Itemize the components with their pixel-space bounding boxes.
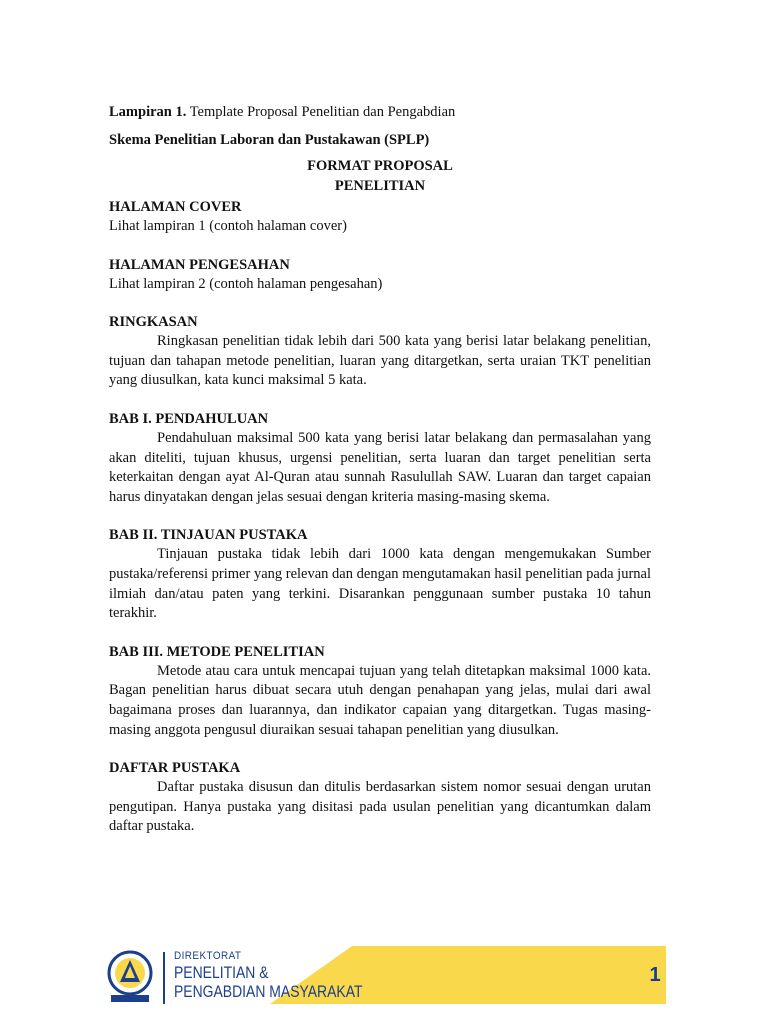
section-body: Pendahuluan maksimal 500 kata yang berisi latar belakang dan permasalahan yang akan diteliti, tujuan khusus, urgensi penelitian, serta luaran dan target penelitian serta keterkaitan dengan ayat Al-Quran atau sunnah Rasulullah SAW. Luaran dan target capaian harus dinyatakan dengan jelas sesuai dengan kriteria masing-masing skema. — [109, 429, 651, 505]
section-halaman-cover — [109, 197, 651, 237]
lampiran-line — [109, 102, 651, 122]
department-name — [174, 950, 404, 1001]
format-title: FORMAT PROPOSAL — [307, 158, 453, 174]
lampiran-label: Lampiran 1. — [109, 104, 187, 120]
lampiran-text: Template Proposal Penelitian dan Pengabdian — [186, 104, 456, 120]
section-heading: HALAMAN COVER — [109, 199, 242, 215]
section-heading: BAB III. METODE PENELITIAN — [109, 643, 325, 660]
section-heading: DAFTAR PUSTAKA — [109, 760, 241, 777]
section-halaman-pengesahan — [109, 255, 651, 295]
section-daftar-pustaka — [109, 758, 651, 837]
section-tinjauan-pustaka — [109, 525, 651, 623]
section-body: Daftar pustaka disusun dan ditulis berdasarkan sistem nomor sesuai dengan urutan pengutipan. Hanya pustaka yang disitasi pada usulan penelitian yang dicantumkan dalam daftar pustaka. — [109, 779, 651, 835]
document-body — [109, 102, 651, 855]
section-body: Metode atau cara untuk mencapai tujuan yang telah ditetapkan maksimal 1000 kata. Bagan penelitian harus dibuat secara utuh dengan penahapan yang jelas, mulai dari awal bagaimana proses dan luarannya, dan indikator capaian yang ditargetkan. Tugas masing-masing anggota pengusul diuraikan sesuai tahapan penelitian yang diusulkan. — [109, 662, 651, 738]
section-heading: BAB I. PENDAHULUAN — [109, 410, 269, 427]
dept-line-1: DIREKTORAT — [174, 950, 242, 962]
scheme-title: Skema Penelitian Laboran dan Pustakawan (SPLP) — [109, 132, 430, 148]
dept-line-2: PENELITIAN & — [174, 963, 269, 982]
section-metode-penelitian — [109, 642, 651, 740]
page-number: 1 — [649, 964, 661, 986]
format-subtitle: PENELITIAN — [334, 178, 426, 194]
section-body: Lihat lampiran 1 (contoh halaman cover) — [109, 218, 347, 234]
section-body: Lihat lampiran 2 (contoh halaman pengesahan) — [109, 275, 383, 292]
section-heading: BAB II. TINJAUAN PUSTAKA — [109, 527, 308, 544]
footer-divider — [163, 952, 165, 1004]
section-pendahuluan — [109, 409, 651, 507]
section-body: Ringkasan penelitian tidak lebih dari 500 kata yang berisi latar belakang penelitian, tujuan dan tahapan metode penelitian, luaran yang ditargetkan, serta uraian TKT penelitian yang diusulkan, kata kunci maksimal 5 kata. — [109, 333, 651, 389]
section-heading: HALAMAN PENGESAHAN — [109, 256, 290, 273]
section-ringkasan — [109, 312, 651, 391]
section-body: Tinjauan pustaka tidak lebih dari 1000 kata dengan mengemukakan Sumber pustaka/referensi primer yang relevan dan dengan mengutamakan hasil penelitian pada jurnal ilmiah dan/atau paten yang terkini. Disarankan penggunaan sumber pustaka 10 tahun terakhir. — [109, 546, 651, 622]
section-heading: RINGKASAN — [109, 314, 198, 331]
dept-line-3: PENGABDIAN MASYARAKAT — [174, 982, 363, 1001]
university-seal-icon — [107, 950, 153, 1004]
